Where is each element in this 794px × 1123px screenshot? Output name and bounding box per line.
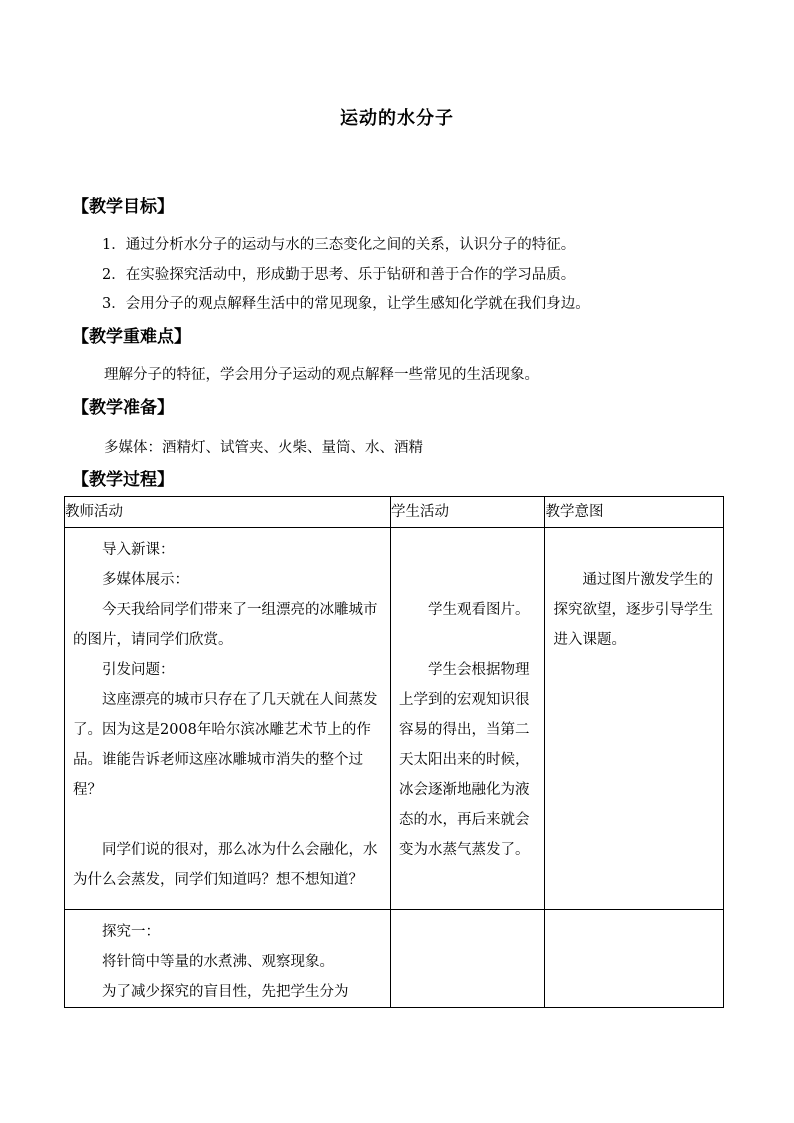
teacher-line: 引发问题： xyxy=(102,662,175,678)
intent-line-blank xyxy=(553,535,718,565)
teacher-line: 这座漂亮的城市只存在了几天就在人间蒸发了。因为这是2008年哈尔滨冰雕艺术节上的作品。谁能告诉老师这座冰雕城市消失的整个过程？ xyxy=(73,692,378,798)
table-row xyxy=(65,528,724,910)
teacher-line: 多媒体展示： xyxy=(102,572,189,588)
teacher-line-blank xyxy=(73,805,385,835)
key-points-text: 理解分子的特征，学会用分子运动的观点解释一些常见的生活现象。 xyxy=(104,367,539,383)
student-activity-cell xyxy=(390,528,544,910)
student-line-blank xyxy=(399,535,539,565)
teacher-line: 探究一： xyxy=(102,924,160,940)
teacher-line: 为了减少探究的盲目性，先把学生分为 xyxy=(102,984,349,1000)
process-heading: 【教学过程】 xyxy=(72,470,174,490)
teacher-line: 今天我给同学们带来了一组漂亮的冰雕城市的图片，请同学们欣赏。 xyxy=(73,602,378,648)
table-header-row xyxy=(65,497,724,528)
teaching-intent-cell xyxy=(545,910,724,1008)
teaching-process-table xyxy=(64,496,724,1008)
preparation-text: 多媒体：酒精灯、试管夹、火柴、量筒、水、酒精 xyxy=(104,440,423,456)
teacher-line: 将针筒中等量的水煮沸、观察现象。 xyxy=(102,954,334,970)
student-line: 学生观看图片。 xyxy=(427,602,530,618)
teacher-line: 导入新课： xyxy=(102,542,175,558)
teacher-activity-cell xyxy=(65,910,391,1008)
column-header-teacher: 教师活动 xyxy=(65,497,391,528)
student-line-blank xyxy=(399,565,539,595)
table-row xyxy=(65,910,724,1008)
teacher-line: 同学们说的很对，那么冰为什么会融化，水为什么会蒸发，同学们知道吗？想不想知道？ xyxy=(73,842,378,888)
document-title: 运动的水分子 xyxy=(340,108,454,129)
objective-item-3: 3．会用分子的观点解释生活中的常见现象，让学生感知化学就在我们身边。 xyxy=(102,296,590,312)
teacher-activity-cell xyxy=(65,528,391,910)
student-activity-cell xyxy=(390,910,544,1008)
key-points-heading: 【教学重难点】 xyxy=(72,327,191,347)
objectives-heading: 【教学目标】 xyxy=(72,197,174,217)
preparation-heading: 【教学准备】 xyxy=(72,398,174,418)
objective-item-1: 1．通过分析水分子的运动与水的三态变化之间的关系，认识分子的特征。 xyxy=(102,237,576,253)
objective-item-2: 2．在实验探究活动中，形成勤于思考、乐于钻研和善于合作的学习品质。 xyxy=(102,267,576,283)
column-header-intent: 教学意图 xyxy=(545,497,724,528)
column-header-student: 学生活动 xyxy=(390,497,544,528)
intent-line: 通过图片激发学生的探究欲望，逐步引导学生进入课题。 xyxy=(553,572,713,648)
student-line-blank xyxy=(399,625,539,655)
student-line: 学生会根据物理上学到的宏观知识很容易的得出，当第二天太阳出来的时候，冰会逐渐地融化为液态的水，再后来就会变为水蒸气蒸发了。 xyxy=(398,662,530,858)
teaching-intent-cell xyxy=(545,528,724,910)
